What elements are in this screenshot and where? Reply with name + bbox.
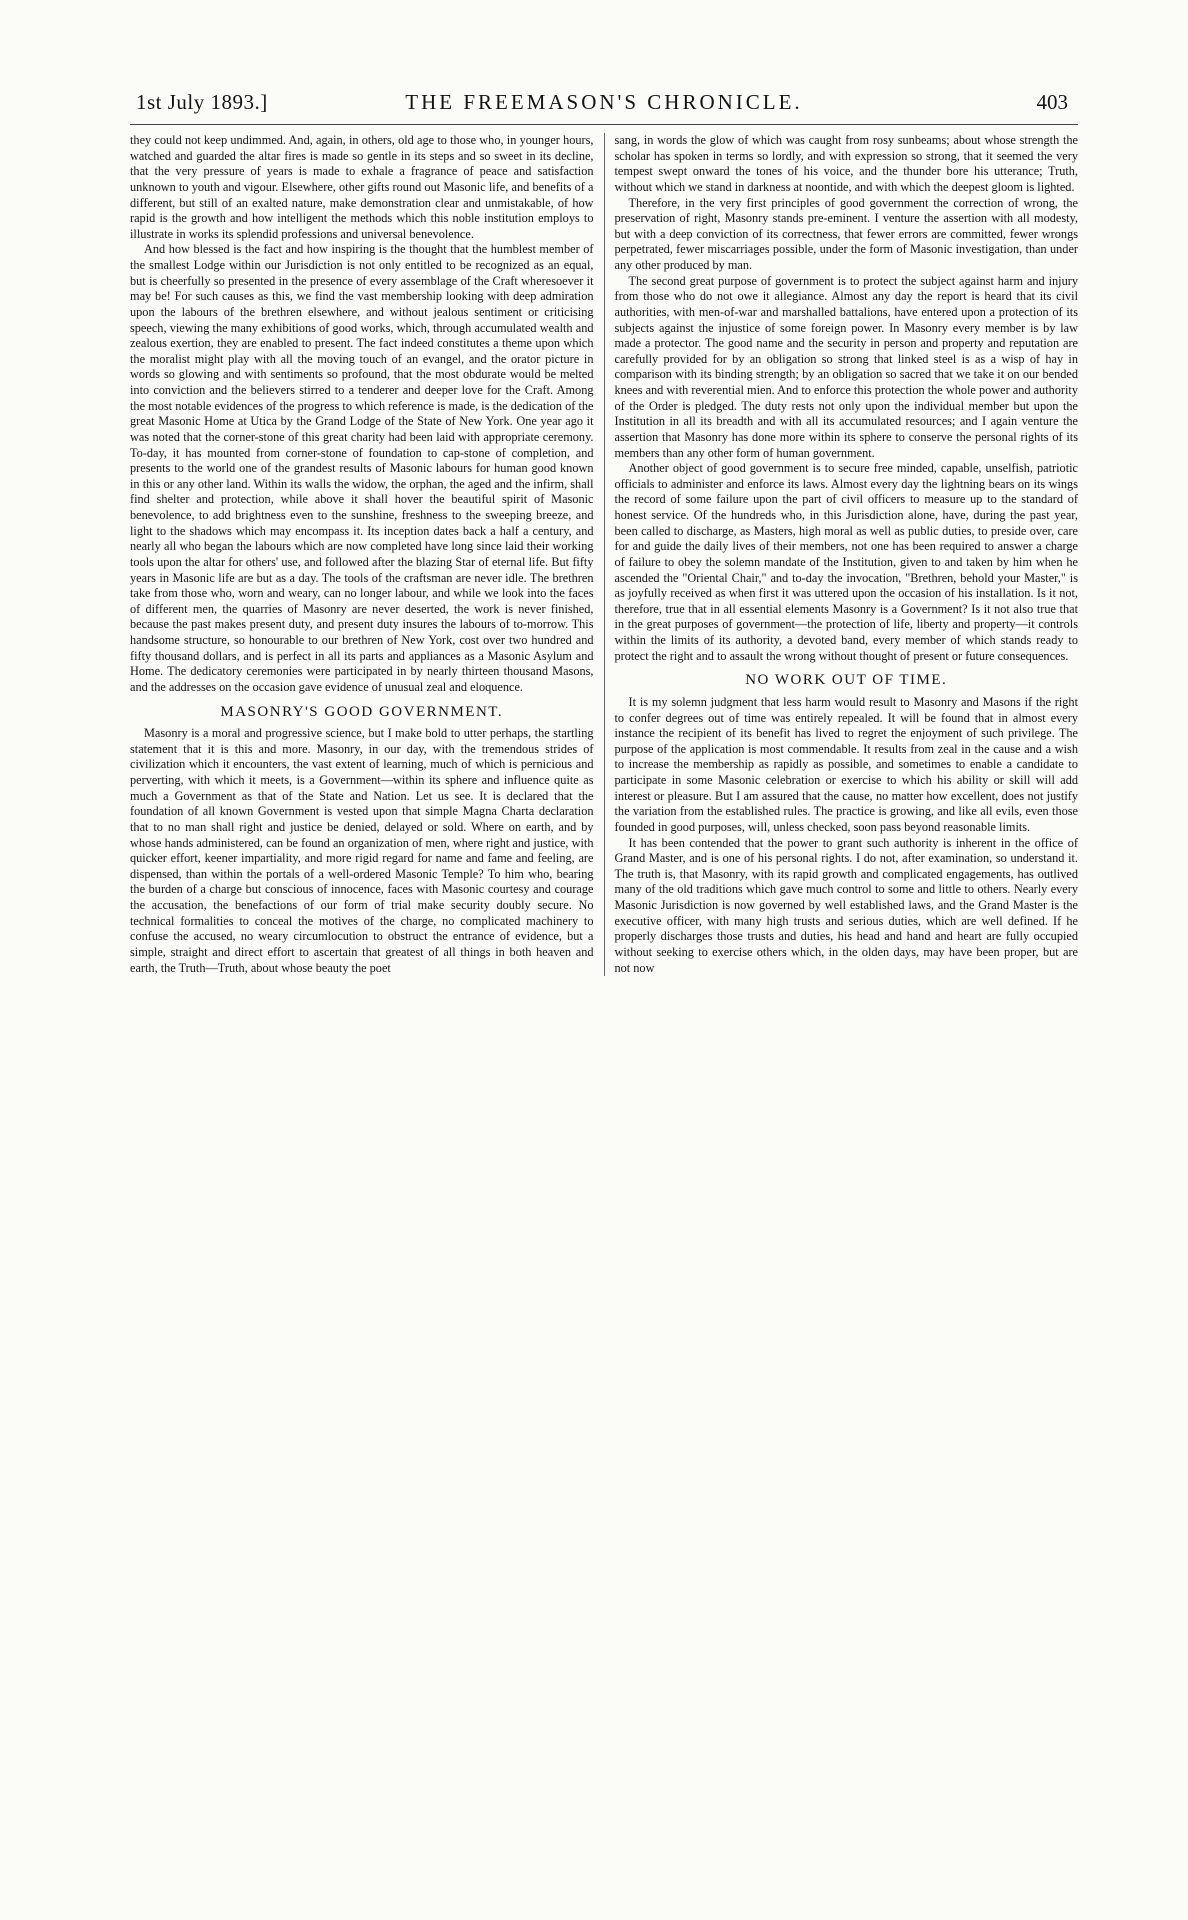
publication-title: THE FREEMASON'S CHRONICLE.: [405, 90, 803, 114]
right-column: [605, 133, 1079, 976]
page-number: 403: [1036, 90, 1068, 114]
paragraph: It has been contended that the power to grant such authority is inherent in the office of Grand Master, and is one of his personal rights. I do not, after examination, so understand it. The truth is, that Masonry, with its rapid growth and complicated engagements, has outlived many of the old traditions which gave much control to some and little to others. Nearly every Masonic Jurisdiction is now governed by well established laws, and the Grand Master is the executive officer, with many high trusts and serious duties, which are well defined. If he properly discharges those trusts and duties, his head and hand and heart are fully occupied without seeking to exercise others which, in the olden days, may have been proper, but are not now: [614, 835, 1078, 975]
issue-date: 1st July 1893.]: [136, 90, 268, 114]
article-columns: [130, 133, 1078, 976]
page-header: [130, 90, 1078, 124]
paragraph: Masonry is a moral and progressive science, but I make bold to utter perhaps, the startling statement that it is this and more. Masonry, in our day, with the tremendous strides of civilization which it encounters, the vast extent of learning, much of which is pernicious and perverting, with which it meets, is a Government—within its sphere and influence quite as much a Government as that of the State and Nation. Let us see. It is declared that the foundation of all known Government is vested upon that simple Magna Charta declaration that to no man shall right and justice be denied, delayed or sold. Where on earth, and by whose hands administered, can be found an organization of men, where right and justice, with quicker effort, keener impartiality, and more rigid regard for name and fame and feeling, are dispensed, than within the portals of a well-ordered Masonic Temple? To him who, bearing the burden of a charge but conscious of innocence, faces with Masonic courtesy and courage the accusation, the benefactions of our form of trial make security doubly secure. No technical formalities to conceal the motives of the charge, no complicated machinery to confuse the accused, no weary circumlocution to obstruct the entrance of evidence, but a simple, straight and direct effort to ascertain that greatest of all things in both heaven and earth, the Truth—Truth, about whose beauty the poet: [130, 726, 594, 975]
paragraph: sang, in words the glow of which was caught from rosy sunbeams; about whose strength the scholar has spoken in terms so lordly, and with expression so strong, that it seemed the very tempest swept onward the tones of his voice, and the thunder bore his utterance; Truth, without which we stand in darkness at noontide, and with which the deepest gloom is lighted.: [614, 133, 1078, 194]
paragraph: Another object of good government is to secure free minded, capable, unselfish, patriotic officials to administer and enforce its laws. Almost every day the lightning bears on its wings the record of some failure upon the part of civil officers to measure up to the standard of honest service. Of the hundreds who, in this Jurisdiction alone, have, during the past year, been called to discharge, as Masters, high moral as well as public duties, to preside over, care for and guide the daily lives of their members, not one has been required to answer a charge of failure to obey the solemn mandate of the Institution, given to and taken by him when he ascended the "Oriental Chair," and to-day the invocation, "Brethren, behold your Master," is as joyfully received as when first it was uttered upon the occasion of his installation. Is it not, therefore, true that in all essential elements Masonry is a Government? Is it not also true that in the great purposes of government—the protection of life, liberty and property—it controls within the limits of its authority, a devoted band, every member of which stands ready to protect the right and to assault the wrong without thought of present or future consequences.: [614, 461, 1078, 663]
paragraph: The second great purpose of government is to protect the subject against harm and injury from those who do not owe it allegiance. Almost any day the report is heard that its civil authorities, with men-of-war and marshalled battalions, have entered upon a protection of its subjects against the injustice of some foreign power. In Masonry every member is by law made a protector. The good name and the security in person and property and reputation are carefully provided for by an obligation so strong that linked steel is as a wisp of hay in comparison with its binding strength; by an obligation so sacred that we take it on our bended knees and with reverential mien. And to enforce this protection the whole power and authority of the Order is pledged. The duty rests not only upon the individual member but upon the Institution in all its breadth and with all its accumulated resources; and I again venture the assertion that Masonry has done more within its sphere to conserve the personal rights of its members than any other form of human government.: [614, 273, 1078, 460]
paragraph: Therefore, in the very first principles of good government the correction of wrong, the preservation of right, Masonry stands pre-eminent. I venture the assertion with all modesty, but with a deep conviction of its correctness, that fewer errors are committed, fewer wrongs perpetrated, fewer miscarriages possible, under the form of Masonic investigation, than under any other produced by man.: [614, 195, 1078, 272]
paragraph: And how blessed is the fact and how inspiring is the thought that the humblest member of the smallest Lodge within our Jurisdiction is not only entitled to be recognized as an equal, but is cheerfully so presented in the presence of every assemblage of the Craft wheresoever it may be! For such causes as this, we find the vast membership looking with deep admiration upon the labours of the brethren elsewhere, and without jealous sentiment or criticising speech, viewing the many exhibitions of good works, which, through accumulated wealth and zealous exertion, they are enabled to present. The fact indeed constitutes a theme upon which the moralist might play with all the moving touch of an evangel, and the orator picture in words so glowing and with sentiments so profound, that the most obdurate would be melted into conviction and the believers stirred to a tenderer and deeper love for the Craft. Among the most notable evidences of the progress to which reference is made, is the dedication of the great Masonic Home at Utica by the Grand Lodge of the State of New York. One year ago it was noted that the corner-stone of this great charity had been laid with appropriate ceremony. To-day, it has mounted from corner-stone of foundation to cap-stone of completion, and presents to the world one of the grandest results of Masonic labours for human good known in this or any other land. Within its walls the widow, the orphan, the aged and the infirm, shall find shelter and protection, while above it shall hover the beautiful spirit of Masonic benevolence, to add brightness even to the sunshine, freshness to the sweeping breeze, and light to the shadows which may encompass it. Its inception dates back a half a century, and nearly all who began the labours which are now completed have long since laid their working tools upon the altar for others' use, and followed after the blazing Star of eternal life. But fifty years in Masonic life are but as a day. The tools of the craftsman are never idle. The brethren take from those who, worn and weary, can no longer labour, and while we look into the faces of different men, the quarries of Masonry are never deserted, the work is never finished, because the past makes present duty, and present duty insures the labours of to-morrow. This handsome structure, so honourable to our brethren of New York, cost over two hundred and fifty thousand dollars, and is perfect in all its parts and appliances as a Masonic Asylum and Home. The dedicatory ceremonies were participated in by nearly thirteen thousand Masons, and the addresses on the occasion gave evidence of unusual zeal and eloquence.: [130, 242, 594, 694]
section-heading: NO WORK OUT OF TIME.: [745, 672, 948, 689]
header-rule: [130, 124, 1078, 125]
paragraph: It is my solemn judgment that less harm would result to Masonry and Masons if the right to confer degrees out of time was entirely repealed. It will be found that in almost every instance the recipient of its benefit has lived to regret the enjoyment of such privilege. The purpose of the application is most commendable. It results from zeal in the cause and a wish to increase the membership as rapidly as possible, and sometimes to enable a candidate to participate in some Masonic celebration or exercise to which his ability or skill will add interest or pleasure. But I am assured that the cause, no matter how excellent, does not justify the variation from the established rules. The practice is growing, and like all evils, even those founded in good purposes, will, unless checked, soon pass beyond reasonable limits.: [614, 694, 1078, 834]
section-heading: MASONRY'S GOOD GOVERNMENT.: [220, 703, 504, 720]
left-column: [130, 133, 605, 976]
paragraph: they could not keep undimmed. And, again, in others, old age to those who, in younger hours, watched and guarded the altar fires is made so gentle in its steps and so sweet in its decline, that the very pressure of years is made to exhale a fragrance of peace and satisfaction unknown to youth and vigour. Elsewhere, other gifts round out Masonic life, and benefits of a different, but still of an exalted nature, make demonstration clear and unmistakable, of how rapid is the growth and how intelligent the methods which this noble institution employs to illustrate in works its splendid professions and universal benevolence.: [130, 133, 594, 241]
